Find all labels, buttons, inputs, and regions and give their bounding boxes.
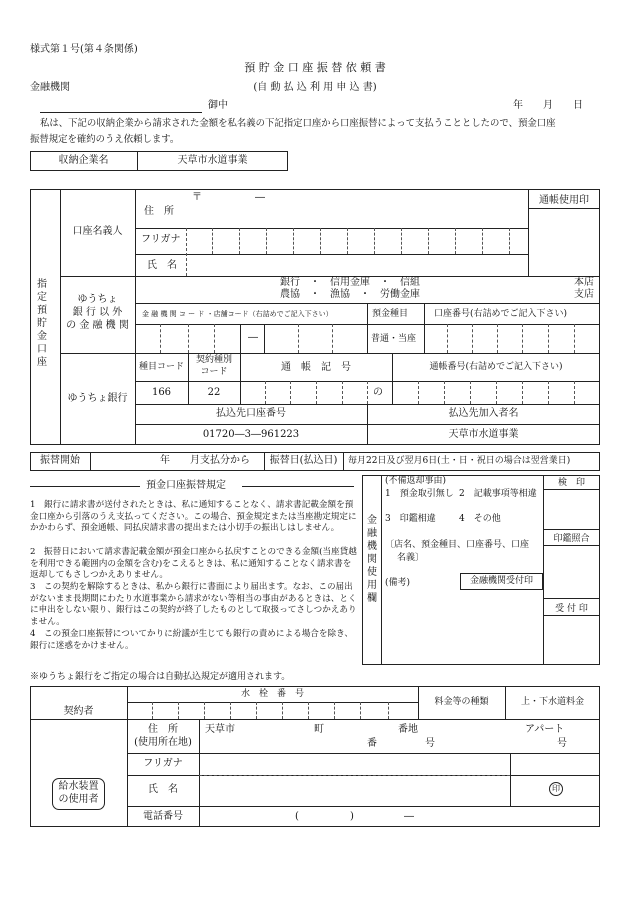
postal-dash: ― — [255, 192, 265, 203]
bank-honten: 本店 — [574, 277, 594, 288]
defect-store-line-2: 名義〕 — [397, 553, 425, 563]
seal-check-label: 印鑑照合 — [553, 534, 590, 544]
address-apart-go: 号 — [557, 738, 567, 749]
deposit-type-header: 預金種目 — [372, 309, 409, 319]
water-user-label-1: 給水装置 — [58, 781, 99, 792]
address-label-1: 住 所 — [148, 724, 178, 735]
collector-label: 収納企業名 — [58, 155, 109, 166]
postal-mark: 〒 — [192, 192, 202, 203]
account-number-header: 口座番号(右詰めでご記入下さい) — [434, 309, 568, 319]
fee-type-label: 料金等の種類 — [434, 697, 489, 707]
address-machi: 町 — [314, 724, 324, 735]
schedule-date-label: 振替日(払込日) — [269, 455, 338, 466]
seal-label: 通帳使用印 — [539, 195, 589, 206]
furigana-label: フリガナ — [141, 234, 181, 245]
contract-header-2: コード — [200, 367, 228, 377]
uketsuke-label: 受 付 印 — [555, 604, 588, 614]
deposit-type-value: 普通・当座 — [371, 334, 417, 344]
date-month: 月 — [543, 100, 553, 111]
type-code-header: 種目コード — [138, 362, 184, 372]
contract-value: 22 — [207, 387, 221, 398]
yucho-label: ゆうちょ銀行 — [67, 393, 128, 404]
institution-name-line — [40, 112, 202, 113]
water-user-label-2: の使用者 — [58, 794, 99, 805]
holder-label: 口座名義人 — [72, 226, 123, 237]
intro-line-1: 私は、下記の収納企業から請求された金額を私名義の下記指定口座から口座振替によって支払うこととしたので、預金口座 — [40, 118, 556, 129]
phone-close-paren: ) — [350, 811, 354, 822]
address-city: 天草市 — [205, 724, 235, 735]
seal-mark: 印 — [549, 782, 563, 796]
date-year: 年 — [513, 100, 523, 111]
contractor-label: 契約者 — [63, 706, 94, 717]
defect-store-line-1: 〔店名、預金種目、口座番号、口座 — [385, 540, 530, 550]
address-go: 号 — [425, 738, 435, 749]
fee-type-value: 上・下水道料金 — [520, 697, 584, 707]
phone-open-paren: ( — [295, 811, 299, 822]
rule-item-1: 1 銀行に請求書が送付されたときは、私に通知することなく、請求書記載金額を預金口座から引落のうえ支払ってください。この場合、預金規定または当座勘定規定にかかわらず、預金通帳、同払戻請求書の提出または小切手の振出しはしません。 — [30, 500, 357, 534]
phone-label: 電話番号 — [143, 811, 183, 822]
remarks-label: (備考) — [385, 578, 411, 588]
bank-label-2: 銀 行 以 外 — [72, 307, 123, 318]
payee-account-label: 払込先口座番号 — [216, 408, 286, 419]
address-label: 住 所 — [144, 206, 174, 217]
passbook-number-header: 通帳番号(右詰めでご記入下さい) — [429, 362, 563, 372]
bank-label-3: の 金 融 機 関 — [66, 320, 129, 331]
type-code-value: 166 — [151, 387, 172, 398]
bank-use-side-label: 金融機関使用欄 — [367, 515, 377, 604]
form-subtitle: (自 動 払 込 利 用 申 込 書) — [253, 82, 377, 93]
rule-item-3: 3 この契約を解除するときは、私から銀行に書面により届出ます。なお、この届出がないまま長期間にわたり水道事業から請求がない等相当の事由があるときは、とくに申出をしない限り、銀行はこの契約が終了したものとして取扱ってさしつかえありません。 — [30, 582, 357, 627]
collector-value: 天草市水道事業 — [177, 155, 248, 166]
kenin-label: 検 印 — [557, 478, 585, 488]
meter-number-label: 水 栓 番 号 — [240, 689, 304, 699]
receipt-stamp-label: 金融機関受付印 — [469, 576, 533, 586]
intro-line-2: 振替規定を確約のうえ依頼します。 — [30, 134, 180, 145]
onchu-label: 御中 — [208, 100, 228, 111]
bank-use-box — [362, 475, 600, 665]
date-day: 日 — [573, 100, 583, 111]
name-label: 氏 名 — [147, 260, 177, 271]
schedule-date-value: 毎月22日及び翌月6日(土・日・祝日の場合は翌営業日) — [348, 456, 571, 466]
yucho-note: ※ゆうちょ銀行をご指定の場合は自動払込規定が適用されます。 — [30, 672, 291, 682]
passbook-symbol-header: 通 帳 記 号 — [281, 362, 351, 373]
defect-3: 3 印鑑相違 — [385, 514, 436, 524]
defects-title: (不備返却事由) — [385, 476, 447, 486]
form-id: 様式第１号(第４条関係) — [30, 44, 138, 55]
form-title: 預 貯 金 口 座 振 替 依 頼 書 — [244, 61, 386, 74]
bank-shiten: 支店 — [574, 289, 594, 300]
payee-name-label: 払込先加入者名 — [448, 408, 519, 419]
defect-4: 4 その他 — [459, 514, 501, 524]
bank-types-row-1: 銀行 ・ 信用金庫 ・ 信組 — [280, 277, 420, 288]
furigana-label-2: フリガナ — [143, 758, 183, 769]
address-apart: アパート — [525, 724, 565, 735]
schedule-start-year: 年 — [160, 455, 170, 466]
yucho-no: の — [373, 387, 383, 398]
defect-1: 1 預金取引無し — [385, 489, 454, 499]
schedule-start-label: 振替開始 — [40, 455, 80, 466]
address-banchi: 番地 — [398, 724, 418, 735]
rule-item-2: 2 振替日において請求書記載金額が預金口座から払戻すことのできる金額(当座貸越を利用できる範囲内の金額を含む)をこえるときは、私に通知することなく請求書を返却してもさしつかえありません。 — [30, 547, 357, 581]
defect-2: 2 記載事項等相違 — [459, 489, 537, 499]
phone-dash: ― — [404, 811, 414, 822]
payee-name-value: 天草市水道事業 — [448, 429, 519, 440]
address-ban: 番 — [367, 738, 377, 749]
address-label-2: (使用所在地) — [134, 737, 192, 748]
rule-item-4: 4 この預金口座振替についてかりに紛議が生じても銀行の責めによる場合を除き、銀行に迷惑をかけません。 — [30, 629, 353, 651]
bank-code-dash: ― — [248, 332, 258, 343]
bank-code-header: 金 融 機 関 コ ー ド ・店舗コード（右詰めでご記入下さい） — [142, 310, 333, 318]
institution-label: 金融機関 — [30, 82, 70, 93]
name-label-2: 氏 名 — [148, 784, 178, 795]
bank-label-1: ゆうちょ — [77, 294, 118, 305]
bank-types-row-2: 農協 ・ 漁協 ・ 労働金庫 — [280, 289, 420, 300]
rules-title: 預金口座振替規定 — [146, 480, 226, 491]
schedule-start-month: 月支払分から — [190, 455, 250, 466]
payee-account-value: 01720―3―961223 — [202, 429, 300, 440]
contract-header-1: 契約種別 — [195, 355, 232, 365]
designated-account-side-label: 指定預貯金口座 — [37, 279, 47, 368]
